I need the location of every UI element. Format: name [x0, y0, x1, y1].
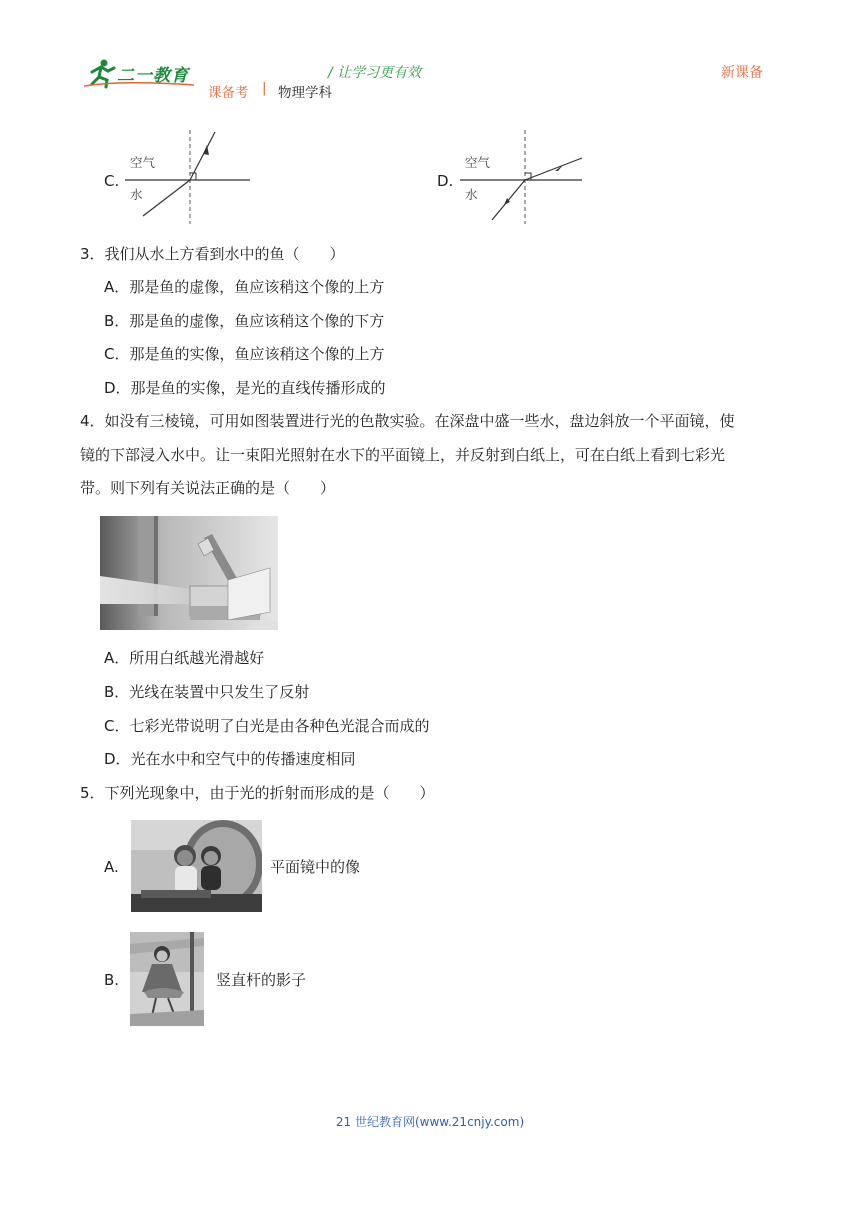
header-sub-left: 课备考: [208, 85, 249, 101]
header-slogan: / 让学习更有效: [328, 65, 422, 81]
q2-option-d-air-label: 空气: [465, 155, 491, 170]
q5-option-a-letter: A.: [104, 858, 119, 876]
q2-option-c-water-label: 水: [130, 187, 143, 202]
q5-option-b-shadow-photo: [130, 932, 204, 1026]
q5-option-a-text: 平面镜中的像: [270, 858, 361, 876]
q3-option-b: B．那是鱼的虚像，鱼应该稍这个像的下方: [104, 312, 385, 330]
q4-stem-line-3: 带。则下列有关说法正确的是（ ）: [80, 479, 336, 497]
q5-option-b-text: 竖直杆的影子: [216, 971, 307, 989]
q4-dispersion-apparatus-image: [100, 516, 278, 630]
q4-option-c: C．七彩光带说明了白光是由各种色光混合而成的: [104, 717, 430, 735]
page-footer: 21 世纪教育网(www.21cnjy.com): [335, 1115, 525, 1129]
q3-option-c: C．那是鱼的实像，鱼应该稍这个像的上方: [104, 345, 385, 363]
q2-option-d-water-label: 水: [465, 187, 478, 202]
q5-option-b-letter: B.: [104, 971, 120, 989]
q3-stem: 3．我们从水上方看到水中的鱼（ ）: [80, 245, 345, 263]
q5-stem: 5．下列光现象中，由于光的折射而形成的是（ ）: [80, 784, 435, 802]
q5-option-a-mirror-photo: [131, 820, 262, 912]
q4-option-b: B．光线在装置中只发生了反射: [104, 683, 310, 701]
q2-option-d-letter: D.: [437, 172, 454, 190]
q2-option-c-diagram: [125, 128, 255, 224]
q2-option-c-air-label: 空气: [130, 155, 156, 170]
q4-stem-line-1: 4．如没有三棱镜，可用如图装置进行光的色散实验。在深盘中盛一些水，盘边斜放一个平面镜，使: [80, 412, 735, 430]
q4-stem-line-2: 镜的下部浸入水中。让一束阳光照射在水下的平面镜上，并反射到白纸上，可在白纸上看到七彩光: [80, 446, 726, 464]
q2-option-c-letter: C.: [104, 172, 120, 190]
q3-option-d: D．那是鱼的实像，是光的直线传播形成的: [104, 379, 386, 397]
q2-option-d-diagram: [460, 128, 590, 224]
logo-text: 二一教育: [117, 66, 189, 86]
q4-option-a: A．所用白纸越光滑越好: [104, 649, 265, 667]
header-subject: 物理学科: [278, 85, 332, 101]
header-right-text: 新课备: [721, 65, 763, 81]
q4-option-d: D．光在水中和空气中的传播速度相同: [104, 750, 356, 768]
q3-option-a: A．那是鱼的虚像，鱼应该稍这个像的上方: [104, 278, 385, 296]
header-separator: |: [262, 80, 267, 96]
